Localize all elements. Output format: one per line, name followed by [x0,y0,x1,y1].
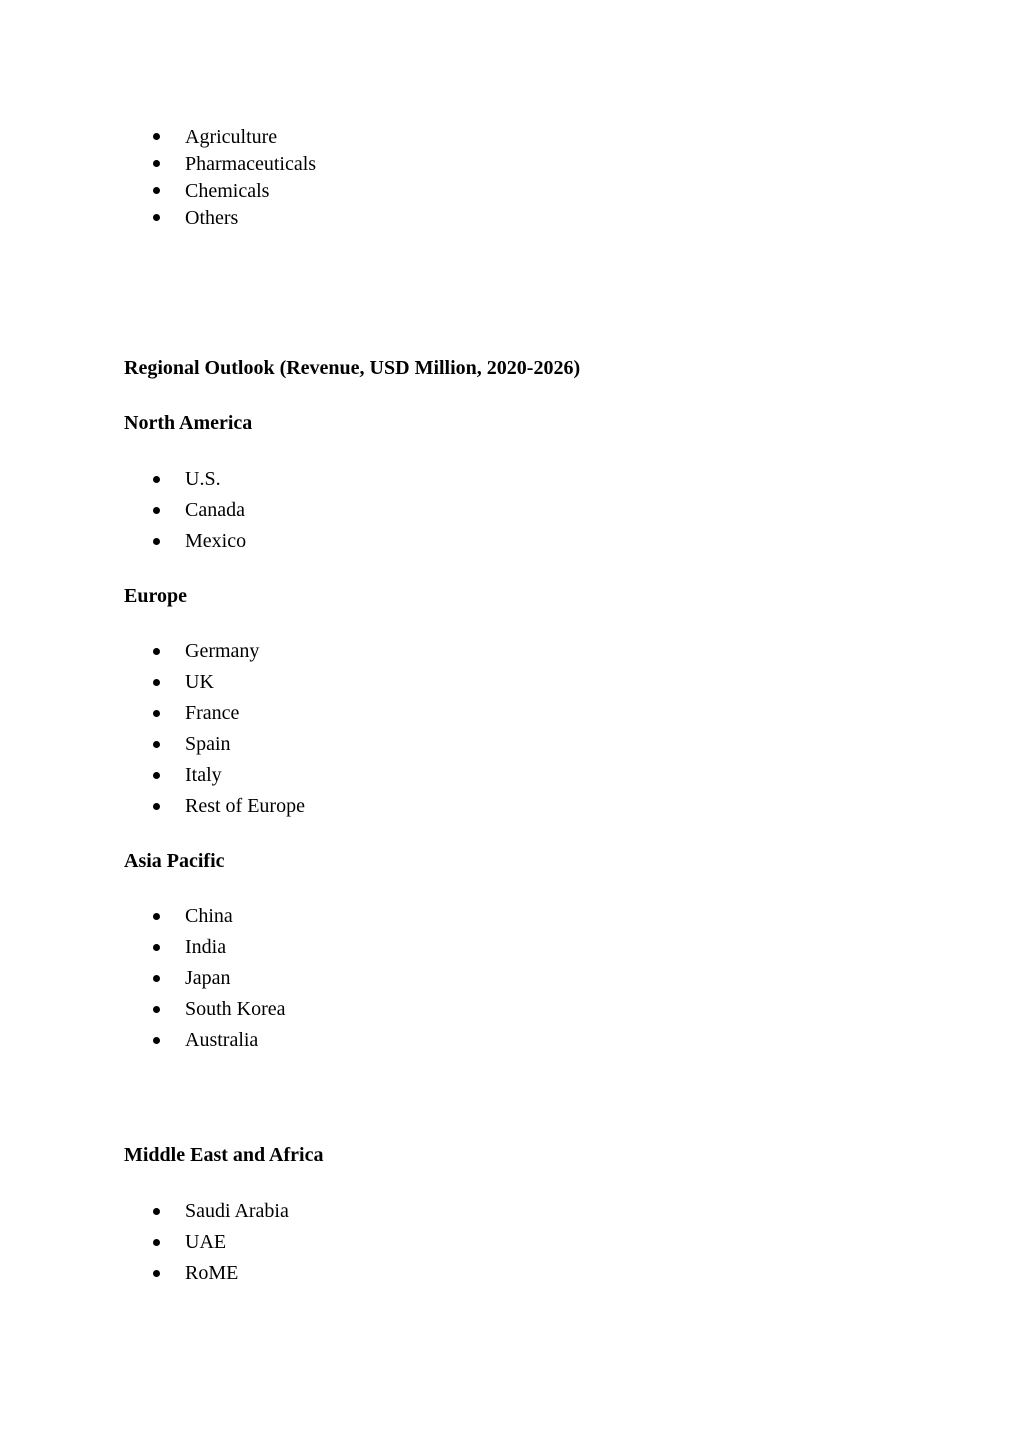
region-heading: Asia Pacific [124,850,225,872]
list-item: Agriculture [185,126,278,148]
list-bullet [153,913,160,920]
list-item: UK [185,671,214,693]
list-bullet [153,1006,160,1013]
list-bullet [153,538,160,545]
list-bullet [153,772,160,779]
list-item: UAE [185,1231,227,1253]
list-bullet [153,187,160,194]
list-bullet [153,648,160,655]
list-item: Spain [185,733,231,755]
list-item: U.S. [185,468,221,490]
list-bullet [153,476,160,483]
section-title: Regional Outlook (Revenue, USD Million, 2020-2026) [124,357,581,379]
list-item: Saudi Arabia [185,1200,289,1222]
list-item: France [185,702,240,724]
list-item: China [185,905,233,927]
list-bullet [153,803,160,810]
list-bullet [153,1239,160,1246]
list-item: RoME [185,1262,239,1284]
list-bullet [153,1208,160,1215]
list-bullet [153,710,160,717]
list-bullet [153,679,160,686]
list-item: Chemicals [185,180,270,202]
list-bullet [153,1037,160,1044]
list-item: Rest of Europe [185,795,305,817]
list-bullet [153,133,160,140]
list-bullet [153,1270,160,1277]
list-item: Germany [185,640,260,662]
list-item: Others [185,207,239,229]
region-heading: Europe [124,585,187,607]
list-bullet [153,507,160,514]
list-item: India [185,936,227,958]
list-bullet [153,975,160,982]
list-item: Pharmaceuticals [185,153,317,175]
list-item: South Korea [185,998,286,1020]
list-bullet [153,160,160,167]
region-heading: North America [124,412,253,434]
list-bullet [153,214,160,221]
list-item: Japan [185,967,231,989]
list-bullet [153,741,160,748]
list-bullet [153,944,160,951]
region-heading: Middle East and Africa [124,1144,324,1166]
list-item: Mexico [185,530,247,552]
list-item: Australia [185,1029,259,1051]
list-item: Canada [185,499,245,521]
list-item: Italy [185,764,222,786]
